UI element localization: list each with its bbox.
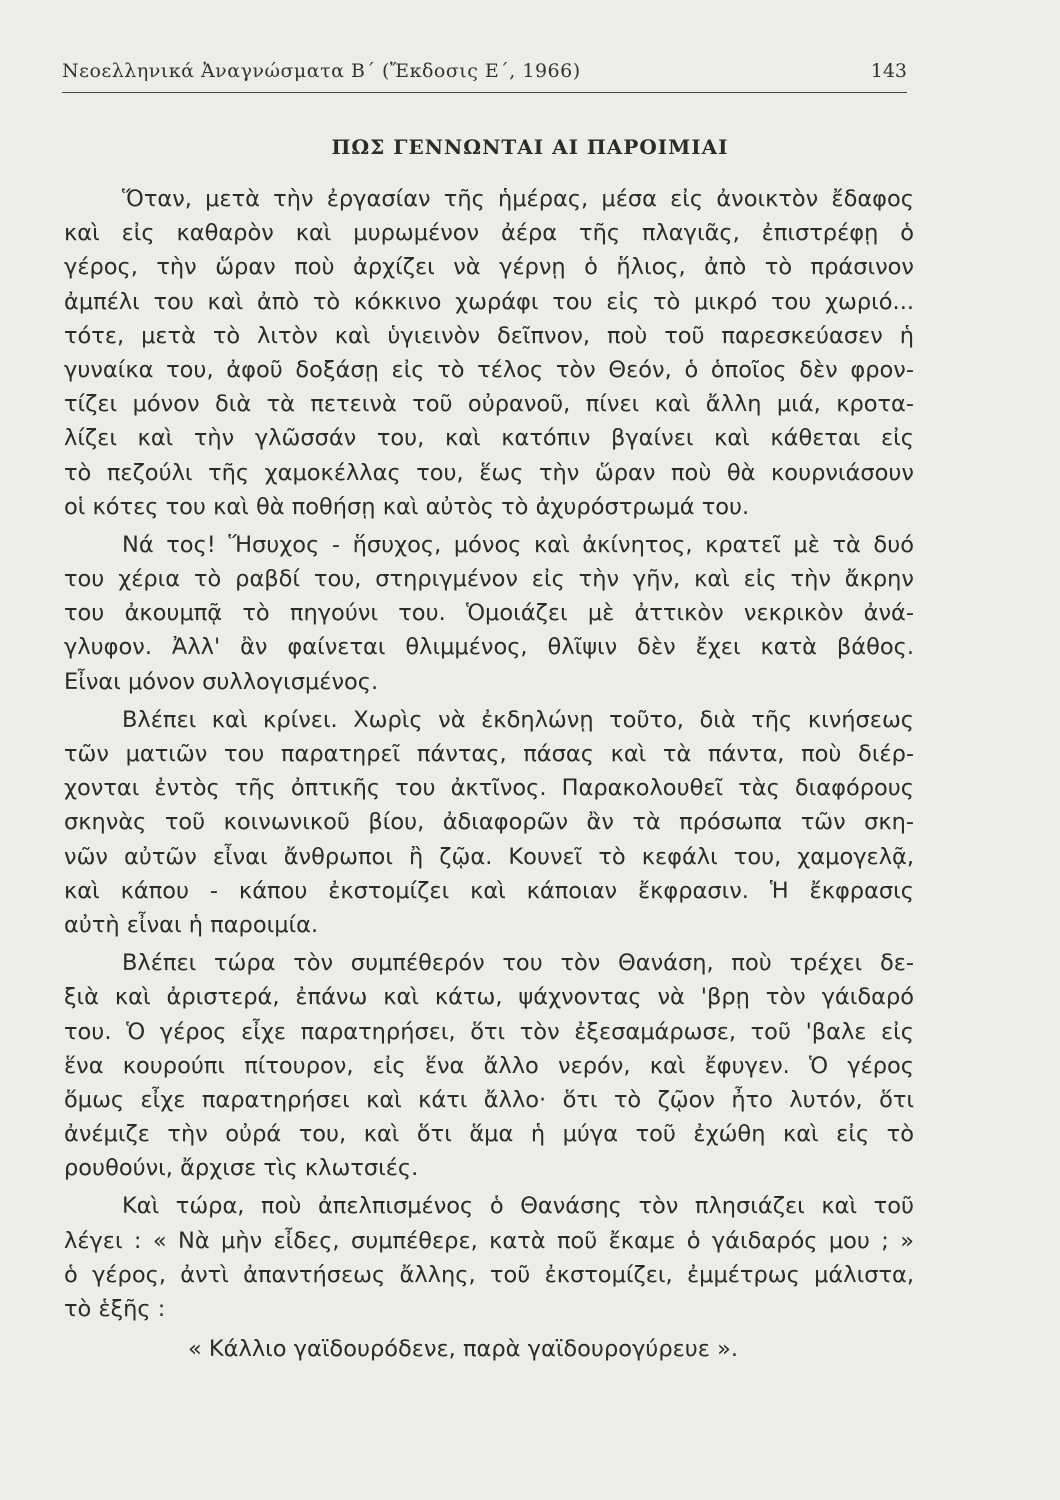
text-line: Εἶναι μόνον συλλογισμένος. xyxy=(64,668,379,695)
text-line: γυναίκα του, ἀφοῦ δοξάσῃ εἰς τὸ τέλος τὸν Θεόν, ὁ ὁποῖος δὲν φρον- xyxy=(64,356,914,383)
text-line: τὸ πεζούλι τῆς χαμοκέλλας του, ἕως τὴν ὥραν ποὺ θὰ κουρνιάσουν xyxy=(64,459,914,486)
paragraph-2 xyxy=(64,528,914,699)
proverb-quote: « Κάλλιο γαϊδουρόδενε, παρὰ γαϊδουρογύρευε ». xyxy=(188,1336,739,1363)
text-line: ξιὰ καὶ ἀριστερά, ἐπάνω καὶ κάτω, ψάχνοντας νὰ 'βρῃ τὸν γάιδαρό xyxy=(64,984,914,1011)
paragraph-1 xyxy=(64,182,914,524)
paragraph-4 xyxy=(64,946,914,1185)
page-number: 143 xyxy=(870,60,907,82)
text-line: ἀμπέλι του καὶ ἀπὸ τὸ κόκκινο χωράφι του εἰς τὸ μικρό του χωριό... xyxy=(64,288,914,315)
text-line: χονται ἐντὸς τῆς ὀπτικῆς του ἀκτῖνος. Παρακολουθεῖ τὰς διαφόρους xyxy=(64,775,914,802)
text-line: Καὶ τώρα, ποὺ ἀπελπισμένος ὁ Θανάσης τὸν πλησιάζει καὶ τοῦ xyxy=(122,1193,914,1220)
text-line: του ἀκουμπᾷ τὸ πηγούνι του. Ὁμοιάζει μὲ ἀττικὸν νεκρικὸν ἀνά- xyxy=(64,600,914,627)
text-line: γλυφον. Ἀλλ' ἂν φαίνεται θλιμμένος, θλῖψιν δὲν ἔχει κατὰ βάθος. xyxy=(64,634,914,661)
text-line: Ὅταν, μετὰ τὴν ἐργασίαν τῆς ἡμέρας, μέσα εἰς ἀνοικτὸν ἔδαφος xyxy=(122,186,914,212)
text-line: του χέρια τὸ ραβδί του, στηριγμένον εἰς τὴν γῆν, καὶ εἰς τὴν ἄκρην xyxy=(64,566,914,593)
text-line: τῶν ματιῶν του παρατηρεῖ πάντας, πάσας καὶ τὰ πάντα, ποὺ διέρ- xyxy=(64,741,914,767)
text-line: αὐτὴ εἶναι ἡ παροιμία. xyxy=(64,911,319,938)
text-line: λίζει καὶ τὴν γλῶσσάν του, καὶ κατόπιν βγαίνει καὶ κάθεται εἰς xyxy=(64,425,914,452)
text-line: γέρος, τὴν ὥραν ποὺ ἀρχίζει νὰ γέρνῃ ὁ ἥλιος, ἀπὸ τὸ πράσινον xyxy=(64,254,914,281)
text-line: Βλέπει τώρα τὸν συμπέθερόν του τὸν Θανάση, ποὺ τρέχει δε- xyxy=(122,950,914,977)
paragraph-3 xyxy=(64,703,914,942)
running-header xyxy=(62,58,907,93)
text-line: λέγει : « Νὰ μὴν εἶδες, συμπέθερε, κατὰ ποῦ ἔκαμε ὁ γάιδαρός μου ; » xyxy=(64,1227,914,1254)
paragraph-5 xyxy=(64,1189,914,1326)
text-line: τὸ ἑξῆς : xyxy=(64,1296,166,1322)
text-line: τίζει μόνον διὰ τὰ πετεινὰ τοῦ οὐρανοῦ, πίνει καὶ ἄλλη μιά, κροτα- xyxy=(64,391,914,418)
book-reference: Νεοελληνικά Ἀναγνώσματα Β΄ (Ἔκδοσις Ε΄, 1966) xyxy=(62,60,581,82)
text-line: καὶ εἰς καθαρὸν καὶ μυρωμένον ἀέρα τῆς πλαγιᾶς, ἐπιστρέφῃ ὁ xyxy=(64,220,914,247)
text-line: του. Ὁ γέρος εἶχε παρατηρήσει, ὅτι τὸν ἐξεσαμάρωσε, τοῦ 'βαλε εἰς xyxy=(64,1018,914,1045)
page-title: ΠΩΣ ΓΕΝΝΩΝΤΑΙ ΑΙ ΠΑΡΟΙΜΙΑΙ xyxy=(331,135,729,159)
text-line: ἀνέμιζε τὴν οὐρά του, καὶ ὅτι ἅμα ἡ μύγα τοῦ ἐχώθη καὶ εἰς τὸ xyxy=(64,1121,914,1148)
text-line: Νά τος! Ἥσυχος - ἥσυχος, μόνος καὶ ἀκίνητος, κρατεῖ μὲ τὰ δυό xyxy=(122,531,914,558)
text-line: ὁ γέρος, ἀντὶ ἀπαντήσεως ἄλλης, τοῦ ἐκστομίζει, ἐμμέτρως μάλιστα, xyxy=(64,1261,914,1288)
text-line: νῶν αὐτῶν εἶναι ἄνθρωποι ἢ ζῷα. Κουνεῖ τὸ κεφάλι του, χαμογελᾷ, xyxy=(64,843,914,870)
text-line: σκηνὰς τοῦ κοινωνικοῦ βίου, ἀδιαφορῶν ἂν τὰ πρόσωπα τῶν σκη- xyxy=(64,809,914,836)
text-line: Βλέπει καὶ κρίνει. Χωρὶς νὰ ἐκδηλώνῃ τοῦτο, διὰ τῆς κινήσεως xyxy=(122,706,914,733)
article-body xyxy=(64,182,914,1366)
text-line: οἱ κότες του καὶ θὰ ποθήσῃ καὶ αὐτὸς τὸ ἀχυρόστρωμά του. xyxy=(64,493,750,520)
text-line: καὶ κάπου - κάπου ἐκστομίζει καὶ κάποιαν ἔκφρασιν. Ἡ ἔκφρασις xyxy=(64,877,914,904)
text-line: ρουθούνι, ἄρχισε τὶς κλωτσιές. xyxy=(64,1155,419,1182)
text-line: ὅμως εἶχε παρατηρήσει καὶ κάτι ἄλλο· ὅτι τὸ ζῷον ἦτο λυτόν, ὅτι xyxy=(64,1086,914,1113)
text-line: τότε, μετὰ τὸ λιτὸν καὶ ὑγιεινὸν δεῖπνον, ποὺ τοῦ παρεσκεύασεν ἡ xyxy=(64,322,914,349)
text-line: ἕνα κουρούπι πίτουρον, εἰς ἕνα ἄλλο νερόν, καὶ ἔφυγεν. Ὁ γέρος xyxy=(64,1052,914,1079)
